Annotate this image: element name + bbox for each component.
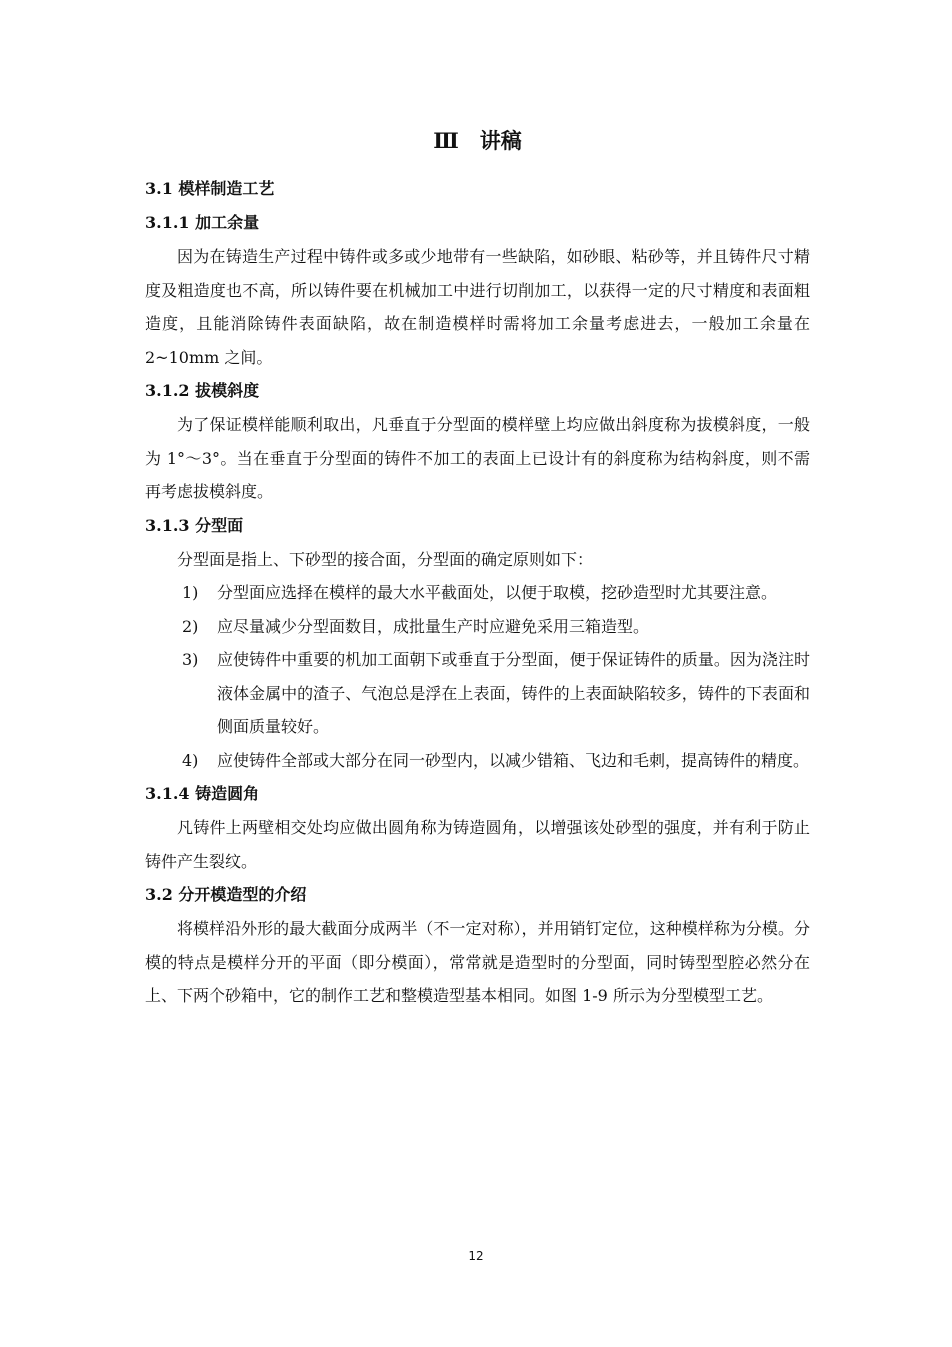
section-heading-3-1-1: 3.1.1 加工余量 bbox=[145, 213, 260, 232]
section-heading-3-1-2: 3.1.2 拔模斜度 bbox=[145, 381, 260, 400]
list-item-number: 2) bbox=[182, 616, 199, 636]
list-item bbox=[145, 643, 810, 744]
page-title: Ⅲ 讲稿 bbox=[433, 128, 522, 153]
list-item-number: 4) bbox=[182, 750, 199, 770]
section-heading-3-1-3: 3.1.3 分型面 bbox=[145, 515, 244, 535]
paragraph-split-pattern: 将模样沿外形的最大截面分成两半（不一定对称），并用销钉定位，这种模样称为分模。分模的特点是模样分开的平面（即分模面），常常就是造型时的分型面，同时铸型型腔必然分在上、下两个砂箱中，它的制作工艺和整模造型基本相同。如图 1-9 所示为分型模型工艺。 bbox=[145, 919, 810, 1005]
paragraph-parting-intro: 分型面是指上、下砂型的接合面，分型面的确定原则如下： bbox=[177, 549, 594, 569]
section-heading-3-1: 3.1 模样制造工艺 bbox=[145, 179, 275, 198]
page-number: 12 bbox=[468, 1249, 484, 1263]
section-heading-3-1-4: 3.1.4 铸造圆角 bbox=[145, 784, 260, 803]
list-item-number: 3) bbox=[182, 650, 199, 669]
list-item bbox=[145, 744, 810, 778]
list-item-number: 1) bbox=[182, 583, 199, 602]
paragraph-draft-angle: 为了保证模样能顺利取出，凡垂直于分型面的模样壁上均应做出斜度称为拔模斜度，一般为 1°～3°。当在垂直于分型面的铸件不加工的表面上已设计有的斜度称为结构斜度，则不需再考虑拔模斜度。 bbox=[145, 415, 810, 501]
list-item bbox=[145, 576, 810, 610]
paragraph-machining-allowance: 因为在铸造生产过程中铸件或多或少地带有一些缺陷，如砂眼、粘砂等，并且铸件尺寸精度及粗造度也不高，所以铸件要在机械加工中进行切削加工，以获得一定的尺寸精度和表面粗造度，且能消除铸件表面缺陷，故在制造模样时需将加工余量考虑进去，一般加工余量在 2~10mm 之间。 bbox=[145, 247, 810, 367]
document-page bbox=[145, 124, 810, 1013]
list-item-text: 分型面应选择在模样的最大水平截面处，以便于取模，挖砂造型时尤其要注意。 bbox=[217, 583, 778, 602]
list-item-text: 应使铸件中重要的机加工面朝下或垂直于分型面，便于保证铸件的质量。因为浇注时液体金属中的渣子、气泡总是浮在上表面，铸件的上表面缺陷较多，铸件的下表面和侧面质量较好。 bbox=[217, 650, 810, 736]
paragraph-casting-fillet: 凡铸件上两壁相交处均应做出圆角称为铸造圆角，以增强该处砂型的强度，并有利于防止铸件产生裂纹。 bbox=[145, 818, 810, 871]
list-item bbox=[145, 610, 810, 644]
list-item-text: 应尽量减少分型面数目，成批量生产时应避免采用三箱造型。 bbox=[217, 616, 650, 636]
section-heading-3-2: 3.2 分开模造型的介绍 bbox=[145, 885, 307, 904]
list-item-text: 应使铸件全部或大部分在同一砂型内，以减少错箱、飞边和毛刺，提高铸件的精度。 bbox=[217, 750, 810, 770]
